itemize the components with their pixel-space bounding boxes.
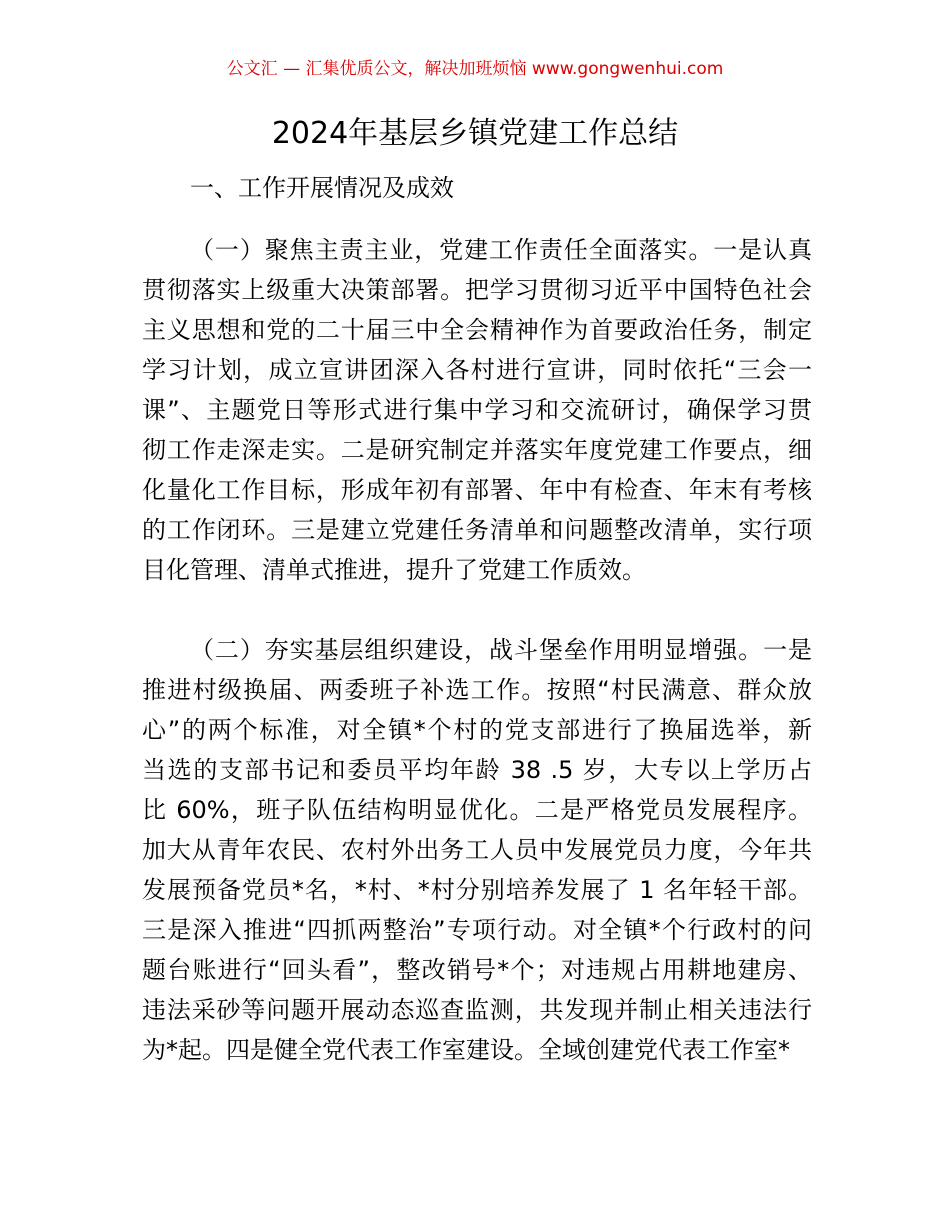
text-line: 化量化工作目标，形成年初有部署、年中有检查、年末有考核 bbox=[142, 476, 812, 504]
text-line: 主义思想和党的二十届三中全会精神作为首要政治任务，制定 bbox=[142, 316, 812, 344]
text-line: 加大从青年农民、农村外出务工人员中发展党员力度，今年共 bbox=[142, 836, 812, 864]
text-line: 目化管理、清单式推进，提升了党建工作质效。 bbox=[142, 556, 646, 584]
text-line: 推进村级换届、两委班子补选工作。按照“村民满意、群众放 bbox=[142, 676, 812, 704]
text-line: 学习计划，成立宣讲团深入各村进行宣讲，同时依托“三会一 bbox=[142, 356, 812, 384]
text-line: 彻工作走深走实。二是研究制定并落实年度党建工作要点，细 bbox=[142, 436, 812, 464]
text-line: 比 60%，班子队伍结构明显优化。二是严格党员发展程序。 bbox=[142, 796, 812, 824]
paragraph-2 bbox=[142, 630, 812, 1070]
text-line: 贯彻落实上级重大决策部署。把学习贯彻习近平中国特色社会 bbox=[142, 276, 812, 304]
text-line: （二）夯实基层组织建设，战斗堡垒作用明显增强。一是 bbox=[190, 636, 812, 664]
text-line: 心”的两个标准，对全镇*个村的党支部进行了换届选举，新 bbox=[142, 716, 812, 744]
text-line: （一）聚焦主责主业，党建工作责任全面落实。一是认真 bbox=[190, 236, 812, 264]
text-line: 三是深入推进“四抓两整治”专项行动。对全镇*个行政村的问 bbox=[142, 916, 812, 944]
header-banner: 公文汇 — 汇集优质公文，解决加班烦恼 www.gongwenhui.com bbox=[226, 59, 724, 79]
text-line: 的工作闭环。三是建立党建任务清单和问题整改清单，实行项 bbox=[142, 516, 812, 544]
text-line: 题台账进行“回头看”，整改销号*个；对违规占用耕地建房、 bbox=[142, 956, 812, 984]
paragraph-1 bbox=[142, 230, 812, 590]
section-heading: 一、工作开展情况及成效 bbox=[190, 174, 454, 202]
text-line: 发展预备党员*名，*村、*村分别培养发展了 1 名年轻干部。 bbox=[142, 876, 812, 904]
document-title: 2024年基层乡镇党建工作总结 bbox=[271, 116, 679, 151]
text-line: 违法采砂等问题开展动态巡查监测，共发现并制止相关违法行 bbox=[142, 996, 812, 1024]
text-line: 课”、主题党日等形式进行集中学习和交流研讨，确保学习贯 bbox=[142, 396, 812, 424]
text-line: 当选的支部书记和委员平均年龄 38 .5 岁，大专以上学历占 bbox=[142, 756, 812, 784]
text-line: 为*起。四是健全党代表工作室建设。全域创建党代表工作室* bbox=[142, 1036, 790, 1064]
